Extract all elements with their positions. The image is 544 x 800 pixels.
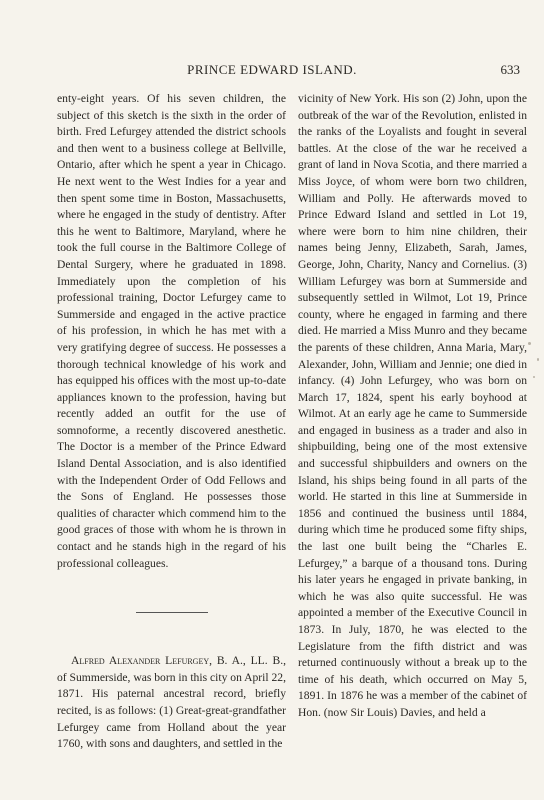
paper-speck	[533, 376, 535, 378]
subject-name: Alfred Alexander Lefurgey	[71, 654, 210, 668]
section-divider	[136, 612, 208, 613]
page-number: 633	[500, 62, 520, 77]
left-paragraph-new-sketch-text: , B. A., LL. B., of Summerside, was born in this city on April 22, 1871. His paternal ancestral record, briefly recited, is as follows: (1) Great-great-grandfather Lefurgey came from Holland about the year 1760, with sons and daughters, and settled in the	[57, 654, 286, 751]
left-column	[57, 91, 286, 753]
running-title: PRINCE EDWARD ISLAND.	[187, 62, 357, 77]
right-column	[298, 91, 527, 722]
running-header	[0, 62, 544, 82]
right-paragraph-continued: vicinity of New York. His son (2) John, upon the outbreak of the war of the Revolution, enlisted in the ranks of the Loyalists and fought in several battles. At the close of the war he received a grant of land in Nova Scotia, and there married a Miss Joyce, of whom were born two children, William and Polly. He afterwards moved to Prince Edward Island and settled in Lot 19, where were born to him nine children, their names being Jenny, Elizabeth, Sarah, James, George, John, Charity, Nancy and Cornelius. (3) William Lefurgey was born at Summerside and subsequently settled in Wilmot, Lot 19, Prince county, where he engaged in farming and there died. He married a Miss Munro and they became the parents of these children, Anna Maria, Mary, Alexander, John, William and Jennie; one died in infancy. (4) John Lefurgey, who was born on March 17, 1824, spent his early boyhood at Wilmot. At an early age he came to Summerside and engaged in business as a trader and also in shipbuilding, being one of the most extensive and successful shipbuilders and owners on the Island, his ships being found in all parts of the world. He started in this line at Summerside in 1856 and continued the business until 1884, during which time he produced some fifty ships, the last one built being the “Charles E. Lefurgey,” a barque of a thousand tons. During his later years he engaged in private banking, in which he was also quite successful. He was appointed a member of the Executive Council in 1873. In July, 1870, he was elected to the Legislature from the fifth district and was returned continuously without a break up to the time of his death, which occurred on May 5, 1891. In 1876 he was a member of the cabinet of Hon. (now Sir Louis) Davies, and held a	[298, 92, 527, 719]
left-paragraph-new-sketch	[57, 653, 286, 753]
paper-speck	[528, 342, 531, 345]
paper-speck	[537, 358, 539, 361]
left-paragraph-continued: enty-eight years. Of his seven children, the subject of this sketch is the sixth in the order of birth. Fred Lefurgey attended the district schools and then went to a business college at Bellville, Ontario, after which he spent a year in Chicago. He next went to the West Indies for a year and then spent some time in Boston, Massachusetts, where he engaged in the study of dentistry. After this he went to Baltimore, Maryland, where he took the full course in the Baltimore College of Dental Surgery, where he graduated in 1898. Immediately upon the completion of his professional training, Doctor Lefurgey came to Summerside and engaged in the active practice of his profession, in which he has met with a very gratifying degree of success. He possesses a thorough technical knowledge of his work and has equipped his offices with the most up-to-date appliances known to the profession, having but recently added an outfit for the use of somnoforme, a recently discovered anesthetic. The Doctor is a member of the Prince Edward Island Dental Association, and is also identified with the Independent Order of Odd Fellows and the Sons of England. He possesses those qualities of character which commend him to the good graces of those with whom he is thrown in contact and he stands high in the regard of his professional colleagues.	[57, 92, 286, 570]
